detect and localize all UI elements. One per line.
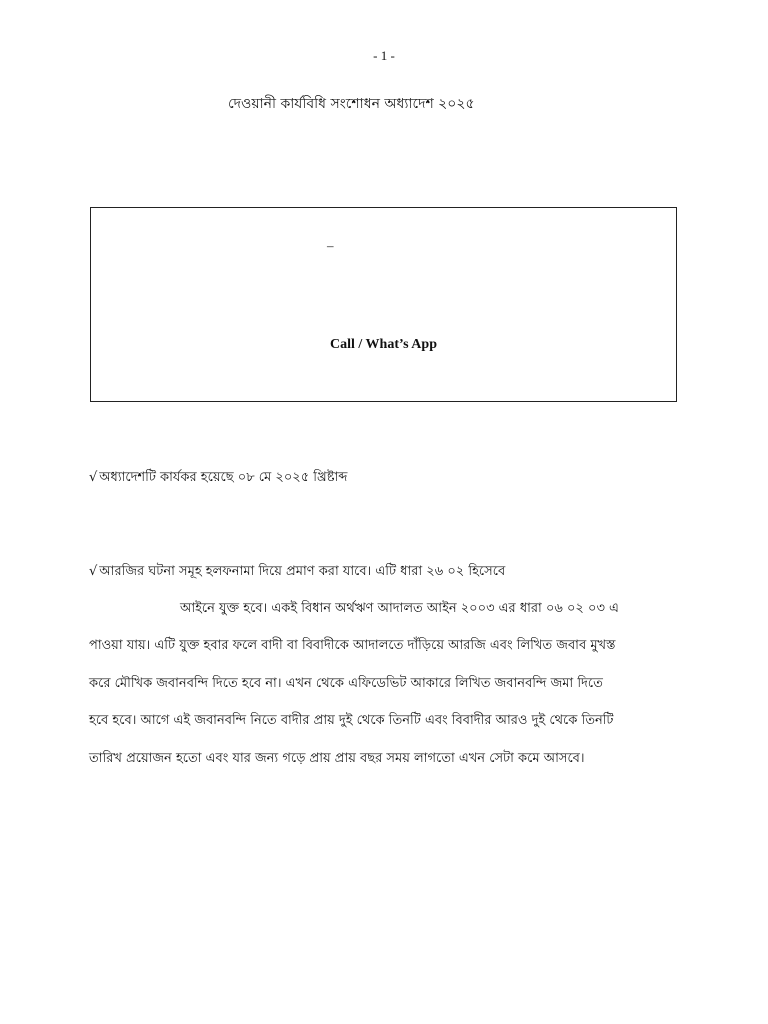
point-effective-date: [89, 468, 347, 489]
point-text: আরজির ঘটনা সমূহ হলফনামা দিয়ে প্রমাণ করা যাবে। এটি ধারা ২৬ ০২ হিসেবে: [99, 564, 506, 579]
point-affidavit-line-3: পাওয়া যায়। এটি যুক্ত হবার ফলে বাদী বা বিবাদীকে আদালতে দাঁড়িয়ে আরজি এবং লিখিত জবাব মুখস্ত: [89, 638, 616, 653]
point-affidavit-line-5: হবে হবে। আগে এই জবানবন্দি নিতে বাদীর প্রায় দুই থেকে তিনটি এবং বিবাদীর আরও দুই থেকে তিনটি: [89, 713, 614, 728]
point-affidavit-line-6: তারিখ প্রয়োজন হতো এবং যার জন্য গড়ে প্রায় প্রায় বছর সময় লাগতো এখন সেটা কমে আসবে।: [89, 751, 585, 766]
check-mark-icon: √: [89, 470, 98, 485]
page-number: - 1 -: [373, 48, 395, 63]
point-text: অধ্যাদেশটি কার্যকর হয়েছে ০৮ মে ২০২৫ খ্রিষ্টাব্দ: [99, 470, 348, 485]
info-box: [90, 207, 677, 402]
document-title: দেওয়ানী কার্যবিধি সংশোধন অধ্যাদেশ ২০২৫: [228, 96, 475, 112]
point-affidavit-line-1: [89, 562, 505, 583]
box-dash: –: [327, 238, 334, 253]
check-mark-icon: √: [89, 564, 98, 579]
contact-label: Call / What’s App: [330, 337, 437, 352]
point-affidavit-line-4: করে মৌখিক জবানবন্দি দিতে হবে না। এখন থেকে এফিডেভিট আকারে লিখিত জবানবন্দি জমা দিতে: [89, 676, 603, 691]
point-affidavit-line-2: আইনে যুক্ত হবে। একই বিধান অর্থঋণ আদালত আইন ২০০৩ এর ধারা ০৬ ০২ ০৩ এ: [180, 601, 619, 616]
